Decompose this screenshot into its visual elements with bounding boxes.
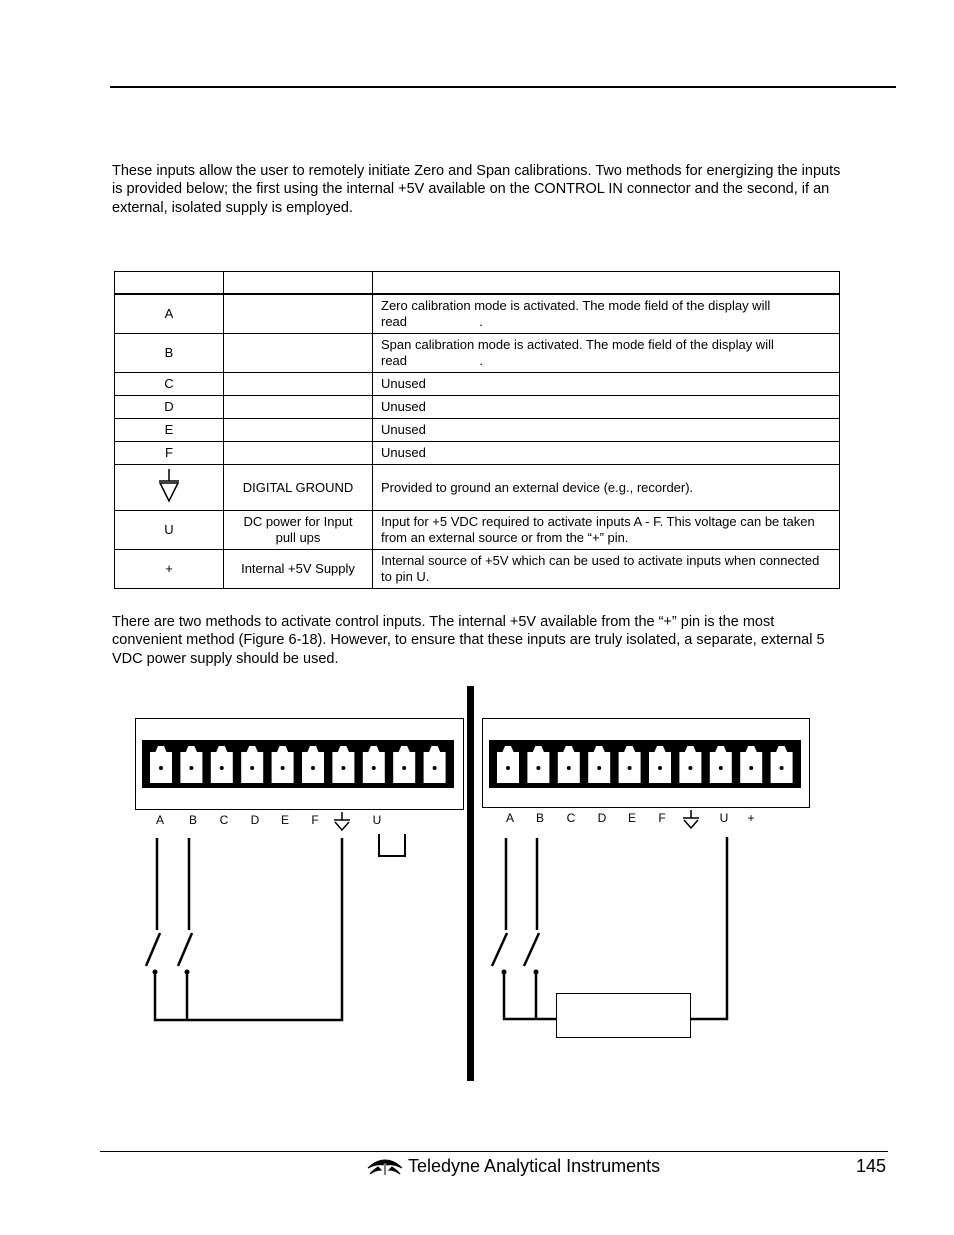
function-line-2: read . [381, 353, 483, 368]
right-switch-contacts [502, 970, 539, 975]
divider-bar [467, 686, 474, 1081]
footer-company: Teledyne Analytical Instruments [408, 1156, 661, 1176]
status-cell: DC power for Input pull ups [224, 511, 373, 550]
pin-cell: E [115, 419, 224, 442]
left-connector [136, 719, 464, 810]
ground-icon [157, 467, 181, 505]
pin-cell: B [115, 334, 224, 373]
right-wiring [492, 837, 727, 1019]
table-row [115, 419, 840, 442]
function-cell [373, 294, 840, 334]
pin-cell: C [115, 373, 224, 396]
pin-label: E [627, 811, 637, 825]
function-line: Zero calibration mode is activated. The mode field of the display will [381, 298, 771, 313]
table-row [115, 550, 840, 589]
table-row [115, 334, 840, 373]
pin-label: C [566, 811, 576, 825]
status-cell [224, 373, 373, 396]
right-pin-labels [506, 811, 755, 825]
pin-label: B [188, 813, 198, 827]
ground-icon [334, 812, 350, 830]
header-pin [115, 272, 224, 295]
table-row [115, 373, 840, 396]
table-row [115, 442, 840, 465]
header-function [373, 272, 840, 295]
pin-label: F [311, 813, 319, 827]
footer-rule [100, 1151, 888, 1152]
status-cell [224, 419, 373, 442]
methods-paragraph: There are two methods to activate control inputs. The internal +5V available from the “+” pin is the most convenient method (Figure 6-18). However, to ensure that these inputs are truly isolated, a separate, external 5 VDC power supply should be used. [112, 614, 825, 667]
pin-cell: + [115, 550, 224, 589]
right-connector [483, 719, 810, 808]
table-header-row [115, 272, 840, 295]
function-cell: Provided to ground an external device (e.g., recorder). [373, 465, 840, 511]
wiring-diagram [0, 680, 954, 1090]
pin-label: B [535, 811, 545, 825]
status-cell [224, 442, 373, 465]
left-wiring [146, 838, 342, 1020]
function-cell: Input for +5 VDC required to activate inputs A - F. This voltage can be taken from an external source or from the “+” pin. [373, 511, 840, 550]
pin-cell: U [115, 511, 224, 550]
pin-label: U [372, 813, 382, 827]
page-number: 145 [856, 1156, 887, 1176]
table-row [115, 294, 840, 334]
function-cell [373, 334, 840, 373]
function-line: Span calibration mode is activated. The mode field of the display will [381, 337, 774, 352]
ground-icon [683, 810, 699, 828]
pin-label: D [597, 811, 607, 825]
left-switch-contacts [153, 970, 190, 975]
status-cell: DIGITAL GROUND [224, 465, 373, 511]
table-row [115, 396, 840, 419]
function-line-2: read . [381, 314, 483, 329]
table-row [115, 511, 840, 550]
table-row [115, 465, 840, 511]
pin-label: + [747, 811, 755, 825]
pin-label: C [219, 813, 229, 827]
function-cell: Internal source of +5V which can be used to activate inputs when connected to pin U. [373, 550, 840, 589]
pin-label: A [155, 813, 165, 827]
status-cell [224, 396, 373, 419]
status-cell [224, 334, 373, 373]
pin-label: F [658, 811, 666, 825]
function-cell: Unused [373, 373, 840, 396]
intro-paragraph: These inputs allow the user to remotely initiate Zero and Span calibrations. Two methods for energizing the inputs is provided below; the first using the internal +5V available on the CONTROL IN connector and the second, if an external, isolated supply is employed. [112, 163, 841, 216]
pin-label: A [505, 811, 515, 825]
u-plus-jumper [379, 834, 405, 856]
pin-cell: A [115, 294, 224, 334]
pin-cell: D [115, 396, 224, 419]
control-in-pin-table [114, 271, 840, 589]
status-cell [224, 294, 373, 334]
header-status [224, 272, 373, 295]
pin-label: E [280, 813, 290, 827]
pin-label: U [719, 811, 729, 825]
pin-cell: F [115, 442, 224, 465]
function-cell: Unused [373, 419, 840, 442]
function-cell: Unused [373, 396, 840, 419]
function-cell: Unused [373, 442, 840, 465]
pin-cell [115, 465, 224, 511]
pin-label: D [250, 813, 260, 827]
status-cell: Internal +5V Supply [224, 550, 373, 589]
header-rule [110, 86, 896, 88]
teledyne-logo-icon [366, 1158, 404, 1176]
external-supply-box [557, 994, 691, 1038]
